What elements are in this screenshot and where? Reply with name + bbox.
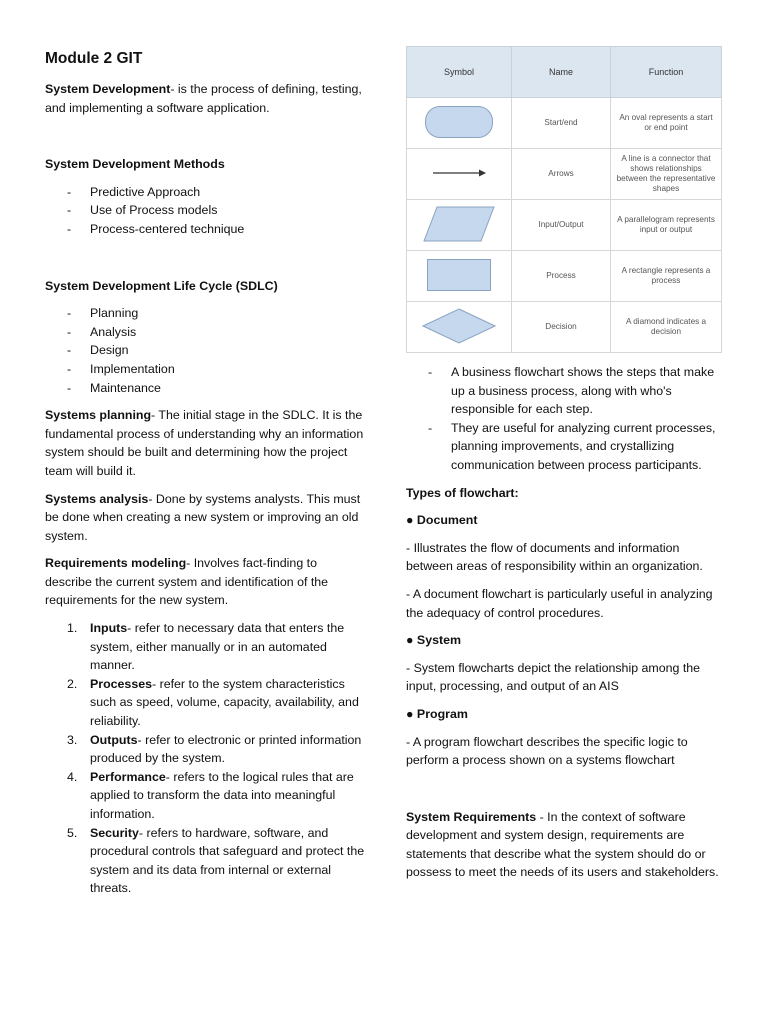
table-header: Function	[611, 47, 722, 98]
requirements-modeling-term: Requirements modeling	[45, 556, 187, 571]
table-cell-name: Input/Output	[512, 200, 611, 251]
diamond-symbol	[407, 302, 512, 353]
list-term: Inputs	[90, 621, 128, 636]
system-development-text: - is the process of defining, testing, and implementing a software application.	[45, 82, 362, 115]
table-cell-function: A line is a connector that shows relationships between the representative shapes	[611, 149, 722, 200]
table-header: Name	[512, 47, 611, 98]
list-item: - Predictive Approach	[45, 183, 367, 202]
sdlc-heading-text: System Development Life Cycle (SDLC)	[45, 278, 278, 293]
arrow-icon	[431, 168, 487, 178]
table-cell-function: A diamond indicates a decision	[611, 302, 722, 353]
diamond-icon	[422, 308, 496, 344]
list-term: Security	[90, 825, 139, 840]
list-text: - refers to hardware, software, and procedural controls that safeguard and protect the system and its data from internal or external threats.	[90, 825, 365, 896]
list-number: 2.	[67, 676, 78, 691]
flowchart-notes-list	[406, 363, 724, 475]
methods-heading-text: System Development Methods	[45, 157, 225, 172]
table-row	[407, 251, 722, 302]
requirements-modeling-paragraph	[45, 554, 367, 610]
list-number: 5.	[67, 825, 78, 840]
list-item: - Use of Process models	[45, 201, 367, 220]
program-text: - A program flowchart describes the specific logic to perform a process shown on a systems flowchart	[406, 734, 688, 768]
methods-heading	[45, 155, 367, 174]
types-heading	[406, 484, 724, 503]
system-requirements-term: System Requirements	[406, 809, 537, 824]
requirements-list	[45, 619, 367, 898]
rectangle-symbol	[407, 251, 512, 302]
document-text-1: - Illustrates the flow of documents and information between areas of responsibility within an organization.	[406, 540, 703, 574]
list-number: 4.	[67, 769, 78, 784]
list-item: - Process-centered technique	[45, 220, 367, 239]
table-cell-function: An oval represents a start or end point	[611, 98, 722, 149]
table-cell-name: Decision	[512, 302, 611, 353]
sdlc-list	[45, 304, 367, 397]
list-text: - refer to electronic or printed information produced by the system.	[90, 732, 362, 766]
document-text-2: - A document flowchart is particularly useful in analyzing the adequacy of control procedures.	[406, 586, 713, 620]
right-column	[406, 46, 724, 882]
list-term: Processes	[90, 676, 153, 691]
oval-symbol	[407, 98, 512, 149]
table-row	[407, 149, 722, 200]
document-label-text: ● Document	[406, 513, 478, 528]
list-item: - A business flowchart shows the steps that make up a business process, along with who's responsible for each step.	[406, 363, 724, 419]
system-development-paragraph	[45, 80, 367, 117]
list-item	[45, 619, 367, 675]
left-column	[45, 48, 367, 898]
table-cell-function: A parallelogram represents input or output	[611, 200, 722, 251]
table-cell-function: A rectangle represents a process	[611, 251, 722, 302]
table-cell-name: Start/end	[512, 98, 611, 149]
list-term: Outputs	[90, 732, 138, 747]
list-item: - Planning	[45, 304, 367, 323]
system-text: - System flowcharts depict the relationship among the input, processing, and output of an AIS	[406, 660, 701, 694]
systems-analysis-text: - Done by systems analysts. This must be done when creating a new system or improving an old system.	[45, 491, 361, 543]
table-header: Symbol	[407, 47, 512, 98]
table-cell-name: Arrows	[512, 149, 611, 200]
list-item: - Design	[45, 341, 367, 360]
arrow-symbol	[407, 149, 512, 200]
list-term: Performance	[90, 769, 166, 784]
document-label	[406, 511, 724, 530]
oval-shape-icon	[425, 106, 493, 138]
list-item: - Maintenance	[45, 379, 367, 398]
requirements-modeling-text: - Involves fact-finding to describe the current system and identification of the requirements for the new system.	[45, 556, 329, 608]
list-item	[45, 824, 367, 898]
system-requirements-text: - In the context of software development and system design, requirements are statements that describe what the system should do or possess to meet the needs of its users and stakeholders.	[406, 809, 719, 880]
list-item: - Analysis	[45, 323, 367, 342]
program-label	[406, 705, 724, 724]
parallelogram-icon	[423, 206, 495, 242]
list-text: - refer to the system characteristics such as speed, volume, capacity, availability, and reliability.	[90, 676, 359, 729]
page-title: Module 2 GIT	[45, 50, 143, 67]
systems-planning-term: Systems planning	[45, 408, 152, 423]
list-number: 3.	[67, 732, 78, 747]
system-requirements-paragraph	[406, 808, 724, 882]
systems-planning-paragraph	[45, 406, 367, 480]
list-item	[45, 768, 367, 824]
systems-analysis-paragraph	[45, 490, 367, 546]
list-item: - Implementation	[45, 360, 367, 379]
list-item	[45, 731, 367, 768]
list-item	[45, 675, 367, 731]
sdlc-heading	[45, 277, 367, 296]
rectangle-shape-icon	[427, 259, 491, 291]
list-text: - refer to necessary data that enters the system, either manually or in an automated manner.	[90, 621, 345, 673]
list-number: 1.	[67, 621, 78, 636]
list-text: - refers to the logical rules that are applied to transform the data into meaningful information.	[90, 769, 354, 821]
methods-list	[45, 183, 367, 239]
system-development-term: System Development	[45, 82, 171, 96]
systems-planning-text: - The initial stage in the SDLC. It is the fundamental process of understanding why an information system should be built and determining how the project team will build it.	[45, 408, 364, 478]
program-label-text: ● Program	[406, 706, 468, 721]
table-row	[407, 302, 722, 353]
flowchart-symbol-table	[406, 46, 722, 353]
list-item: - They are useful for analyzing current processes, planning improvements, and crystallizing communication between process participants.	[406, 419, 724, 475]
table-cell-name: Process	[512, 251, 611, 302]
systems-analysis-term: Systems analysis	[45, 491, 149, 506]
system-label-text: ● System	[406, 633, 462, 648]
types-heading-text: Types of flowchart:	[406, 485, 519, 500]
table-row	[407, 200, 722, 251]
table-row	[407, 98, 722, 149]
system-label	[406, 631, 724, 650]
table-header-row	[407, 47, 722, 98]
parallelogram-symbol	[407, 200, 512, 251]
